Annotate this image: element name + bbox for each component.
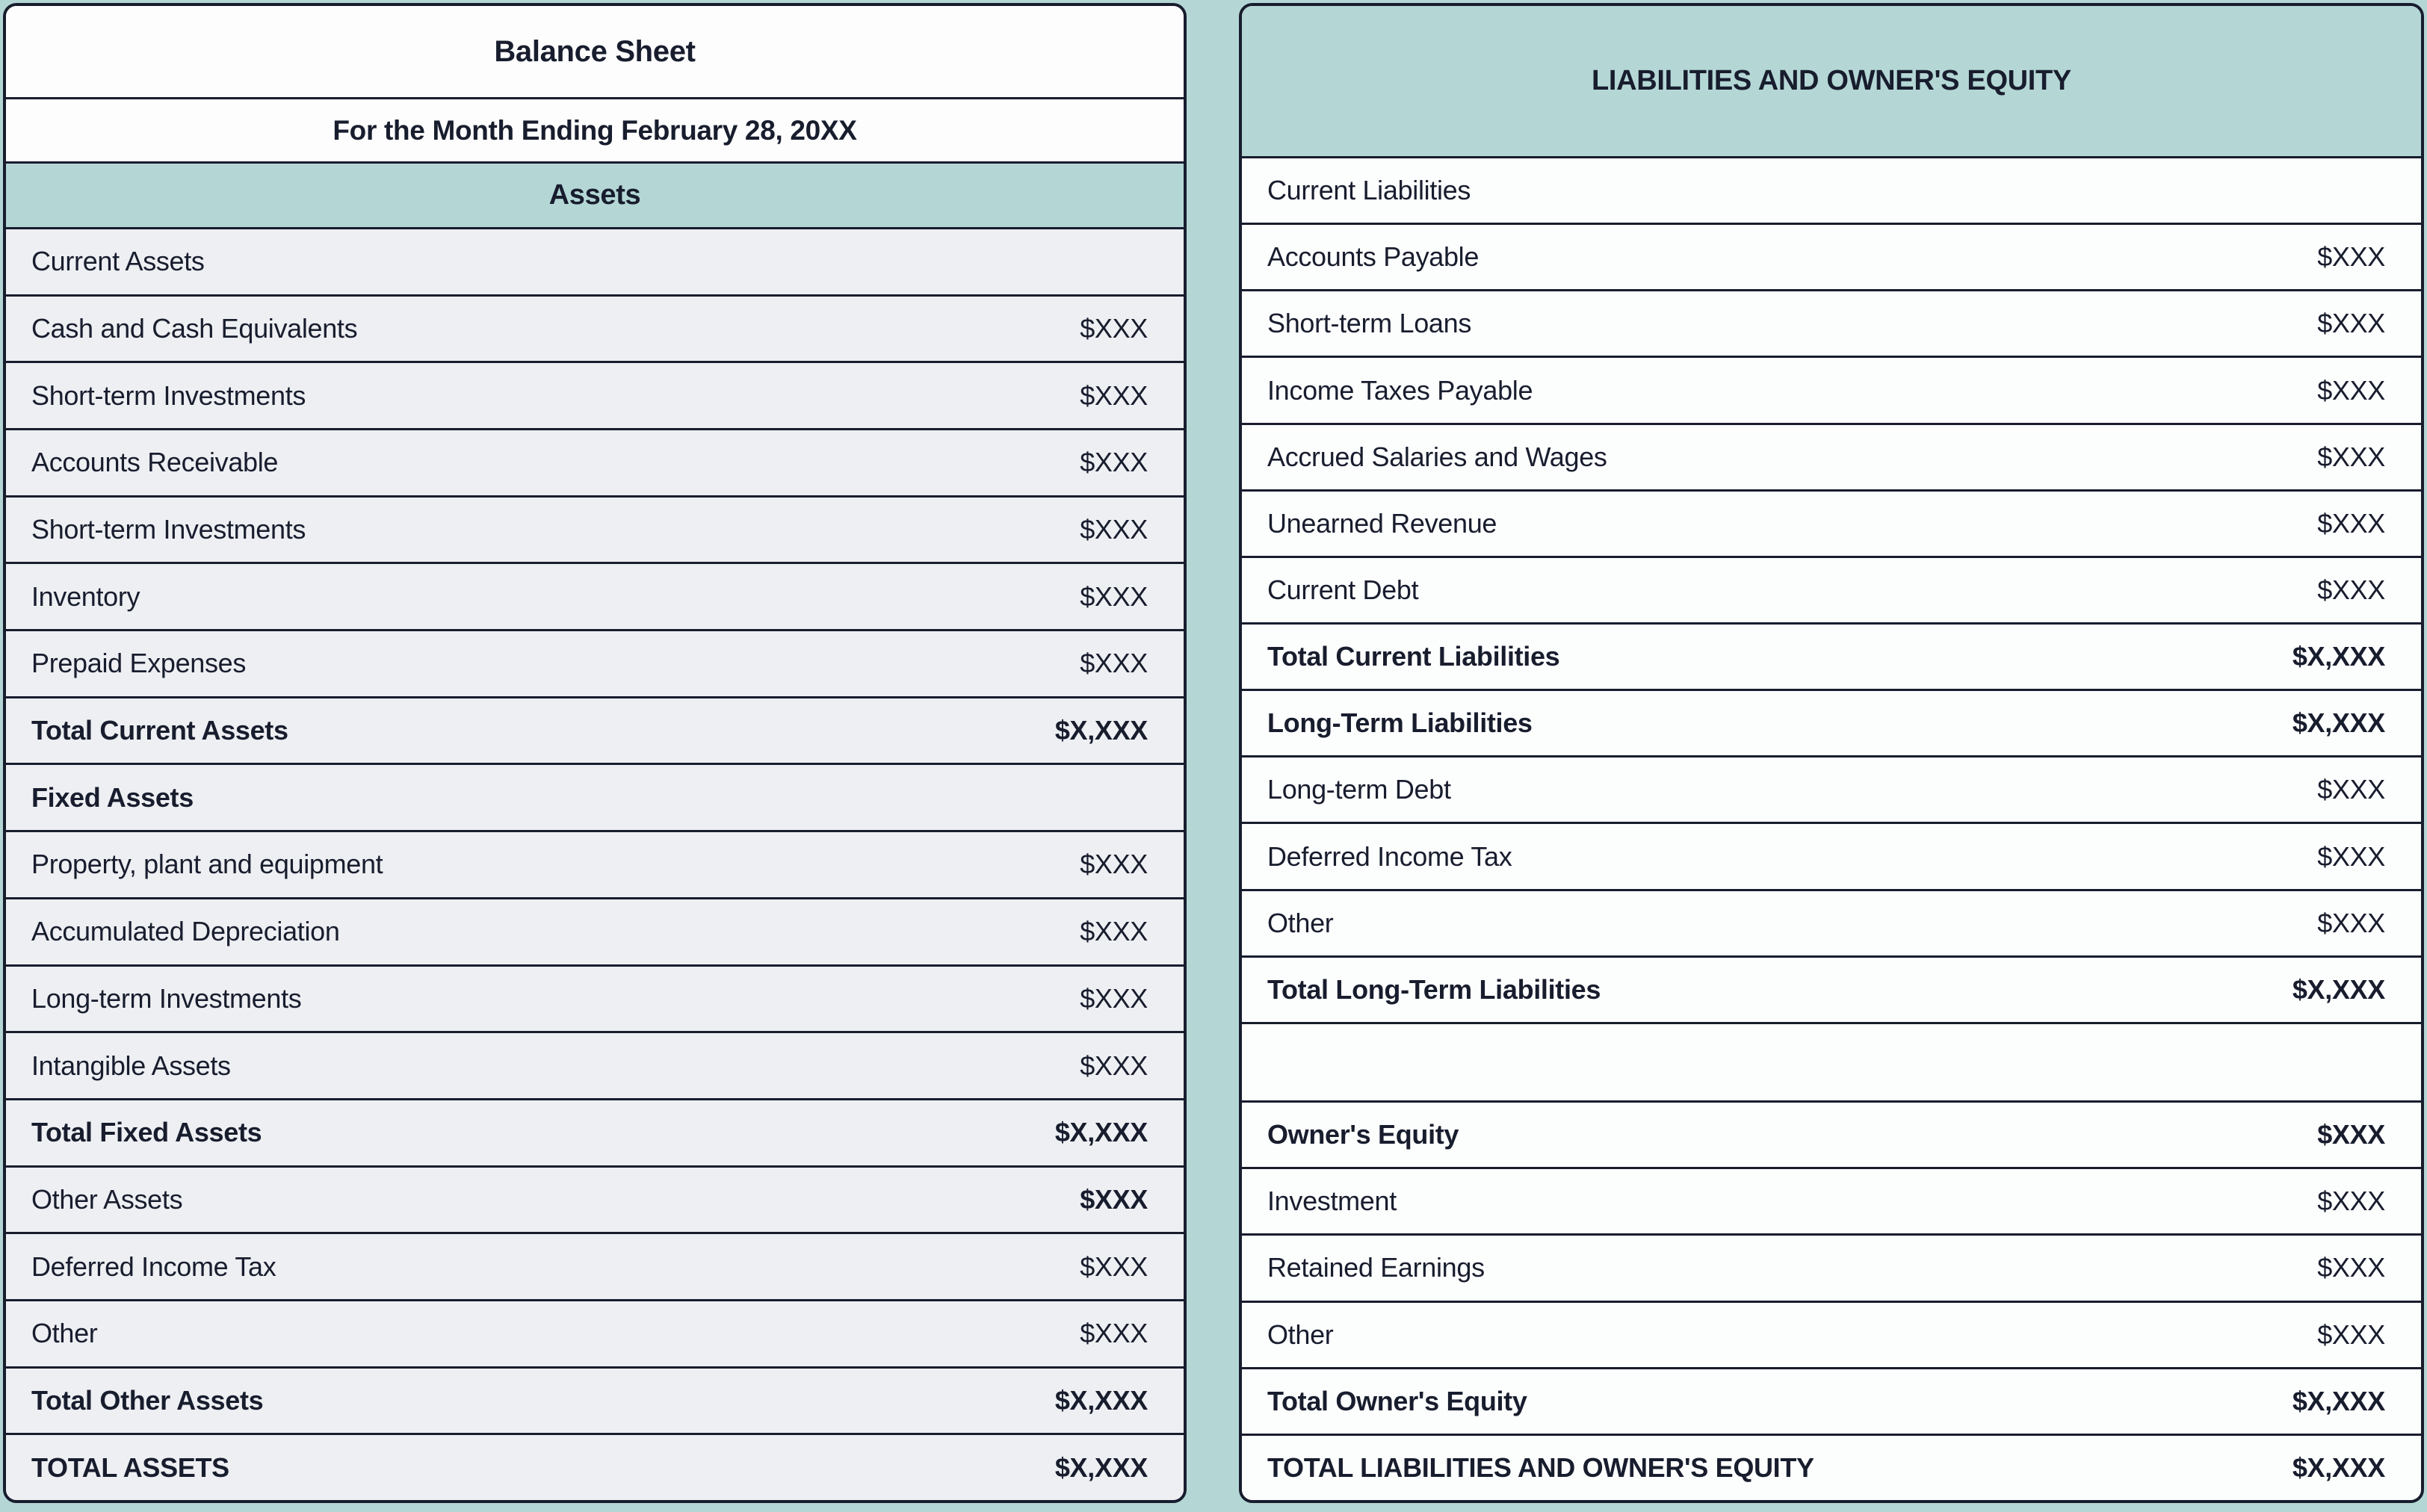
table-row (1242, 223, 2421, 289)
row-value: $X,XXX (2292, 1451, 2385, 1483)
table-row (1242, 955, 2421, 1022)
table-row (6, 1299, 1184, 1366)
assets-table (3, 3, 1187, 1503)
row-label: Total Long-Term Liabilities (1267, 973, 1601, 1005)
table-row (6, 227, 1184, 294)
row-value: $XXX (2317, 1319, 2385, 1350)
table-row (1242, 1301, 2421, 1367)
row-value: $X,XXX (2292, 1385, 2385, 1416)
row-value: $XXX (1080, 313, 1148, 344)
table-row (1242, 1434, 2421, 1500)
row-value: $X,XXX (2292, 707, 2385, 739)
row-value: $XXX (1080, 916, 1148, 947)
row-label: TOTAL ASSETS (31, 1451, 229, 1483)
row-label: Accounts Payable (1267, 241, 1480, 273)
row-value: $X,XXX (1054, 1451, 1148, 1483)
row-value: $XXX (2317, 507, 2385, 539)
table-row (1242, 1367, 2421, 1434)
row-label: Other (1267, 907, 1334, 938)
row-label: Long-term Investments (31, 982, 302, 1014)
table-row (6, 1098, 1184, 1165)
row-value: $XXX (1080, 648, 1148, 679)
table-row (1242, 356, 2421, 422)
row-label: TOTAL LIABILITIES AND OWNER'S EQUITY (1267, 1451, 1814, 1483)
row-label: Inventory (31, 580, 140, 612)
row-label: Other Assets (31, 1183, 183, 1215)
row-label: Total Current Assets (31, 715, 288, 746)
row-value: $XXX (1080, 379, 1148, 411)
sheet-title-text: Balance Sheet (494, 34, 696, 68)
table-row (1242, 1167, 2421, 1233)
table-row (6, 1433, 1184, 1500)
row-value: $XXX (2317, 308, 2385, 339)
row-value: $XXX (1080, 447, 1148, 478)
row-value: $X,XXX (1054, 1384, 1148, 1416)
row-value: $X,XXX (2292, 641, 2385, 672)
row-value: $XXX (1080, 1183, 1148, 1215)
row-label: Other (31, 1318, 98, 1349)
table-row (6, 428, 1184, 495)
table-row (1242, 889, 2421, 955)
table-row (6, 763, 1184, 830)
row-value: $XXX (1080, 982, 1148, 1014)
table-row (1242, 289, 2421, 356)
row-value: $XXX (2317, 907, 2385, 938)
row-value: $XXX (1080, 1050, 1148, 1081)
table-row (6, 830, 1184, 897)
row-value: $XXX (1080, 514, 1148, 545)
row-value: $XXX (2317, 241, 2385, 273)
row-value: $X,XXX (1054, 715, 1148, 746)
sheet-period (6, 97, 1184, 161)
table-row (6, 294, 1184, 362)
row-label: Total Owner's Equity (1267, 1385, 1527, 1416)
table-row (6, 964, 1184, 1032)
table-row (1242, 156, 2421, 223)
table-row (1242, 622, 2421, 689)
row-value: $XXX (2317, 574, 2385, 605)
row-label: Total Fixed Assets (31, 1117, 262, 1148)
row-label: Accounts Receivable (31, 447, 279, 478)
row-label: Unearned Revenue (1267, 507, 1497, 539)
table-row (6, 562, 1184, 629)
row-label: Prepaid Expenses (31, 648, 247, 679)
table-row (1242, 755, 2421, 822)
liabilities-section-header-text: LIABILITIES AND OWNER'S EQUITY (1592, 65, 2071, 96)
row-label: Deferred Income Tax (1267, 840, 1512, 872)
row-label: Other (1267, 1319, 1334, 1350)
assets-section-header-text: Assets (548, 179, 641, 211)
sheet-period-text: For the Month Ending February 28, 20XX (333, 114, 857, 146)
row-label: Investment (1267, 1186, 1397, 1217)
row-label: Property, plant and equipment (31, 849, 383, 880)
row-label: Cash and Cash Equivalents (31, 313, 358, 344)
table-row (6, 1366, 1184, 1434)
table-row (6, 1031, 1184, 1098)
table-row (6, 629, 1184, 696)
row-label: Current Liabilities (1267, 175, 1471, 206)
row-label: Total Current Liabilities (1267, 641, 1560, 672)
row-label: Retained Earnings (1267, 1252, 1485, 1283)
row-value: $XXX (2317, 774, 2385, 805)
row-value: $XXX (2317, 1186, 2385, 1217)
row-label: Short-term Loans (1267, 308, 1472, 339)
table-row (1242, 556, 2421, 622)
table-row (6, 495, 1184, 563)
table-row (1242, 489, 2421, 556)
table-row (6, 361, 1184, 428)
table-row (1242, 1100, 2421, 1167)
row-value: $XXX (1080, 849, 1148, 880)
table-row (1242, 1233, 2421, 1300)
table-row (1242, 689, 2421, 755)
row-label: Accrued Salaries and Wages (1267, 441, 1607, 472)
row-value: $XXX (1080, 1251, 1148, 1282)
row-label: Short-term Investments (31, 379, 306, 411)
row-value: $XXX (1080, 580, 1148, 612)
sheet-title (6, 6, 1184, 97)
assets-section-header (6, 161, 1184, 227)
row-label: Current Assets (31, 246, 205, 277)
row-value: $XXX (1080, 1318, 1148, 1349)
row-value: $X,XXX (1054, 1117, 1148, 1148)
row-value: $XXX (2317, 374, 2385, 406)
row-label: Intangible Assets (31, 1050, 231, 1081)
row-label: Current Debt (1267, 574, 1419, 605)
row-value: $XXX (2317, 441, 2385, 472)
table-row (6, 1232, 1184, 1299)
table-row (1242, 822, 2421, 888)
row-value: $XXX (2317, 1119, 2385, 1150)
table-row (6, 696, 1184, 763)
row-label: Accumulated Depreciation (31, 916, 340, 947)
liabilities-section-header (1242, 6, 2421, 156)
row-label: Deferred Income Tax (31, 1251, 276, 1282)
liabilities-equity-table (1239, 3, 2424, 1503)
table-row (1242, 423, 2421, 489)
row-label: Owner's Equity (1267, 1119, 1459, 1150)
row-value: $XXX (2317, 840, 2385, 872)
row-label: Fixed Assets (31, 781, 194, 813)
row-label: Short-term Investments (31, 514, 306, 545)
row-label: Long-Term Liabilities (1267, 707, 1533, 739)
row-value: $X,XXX (2292, 973, 2385, 1005)
table-row (6, 897, 1184, 964)
row-label: Income Taxes Payable (1267, 374, 1533, 406)
row-label: Total Other Assets (31, 1384, 264, 1416)
row-label: Long-term Debt (1267, 774, 1451, 805)
table-row (6, 1165, 1184, 1233)
spacer-row (1242, 1022, 2421, 1100)
row-value: $XXX (2317, 1252, 2385, 1283)
